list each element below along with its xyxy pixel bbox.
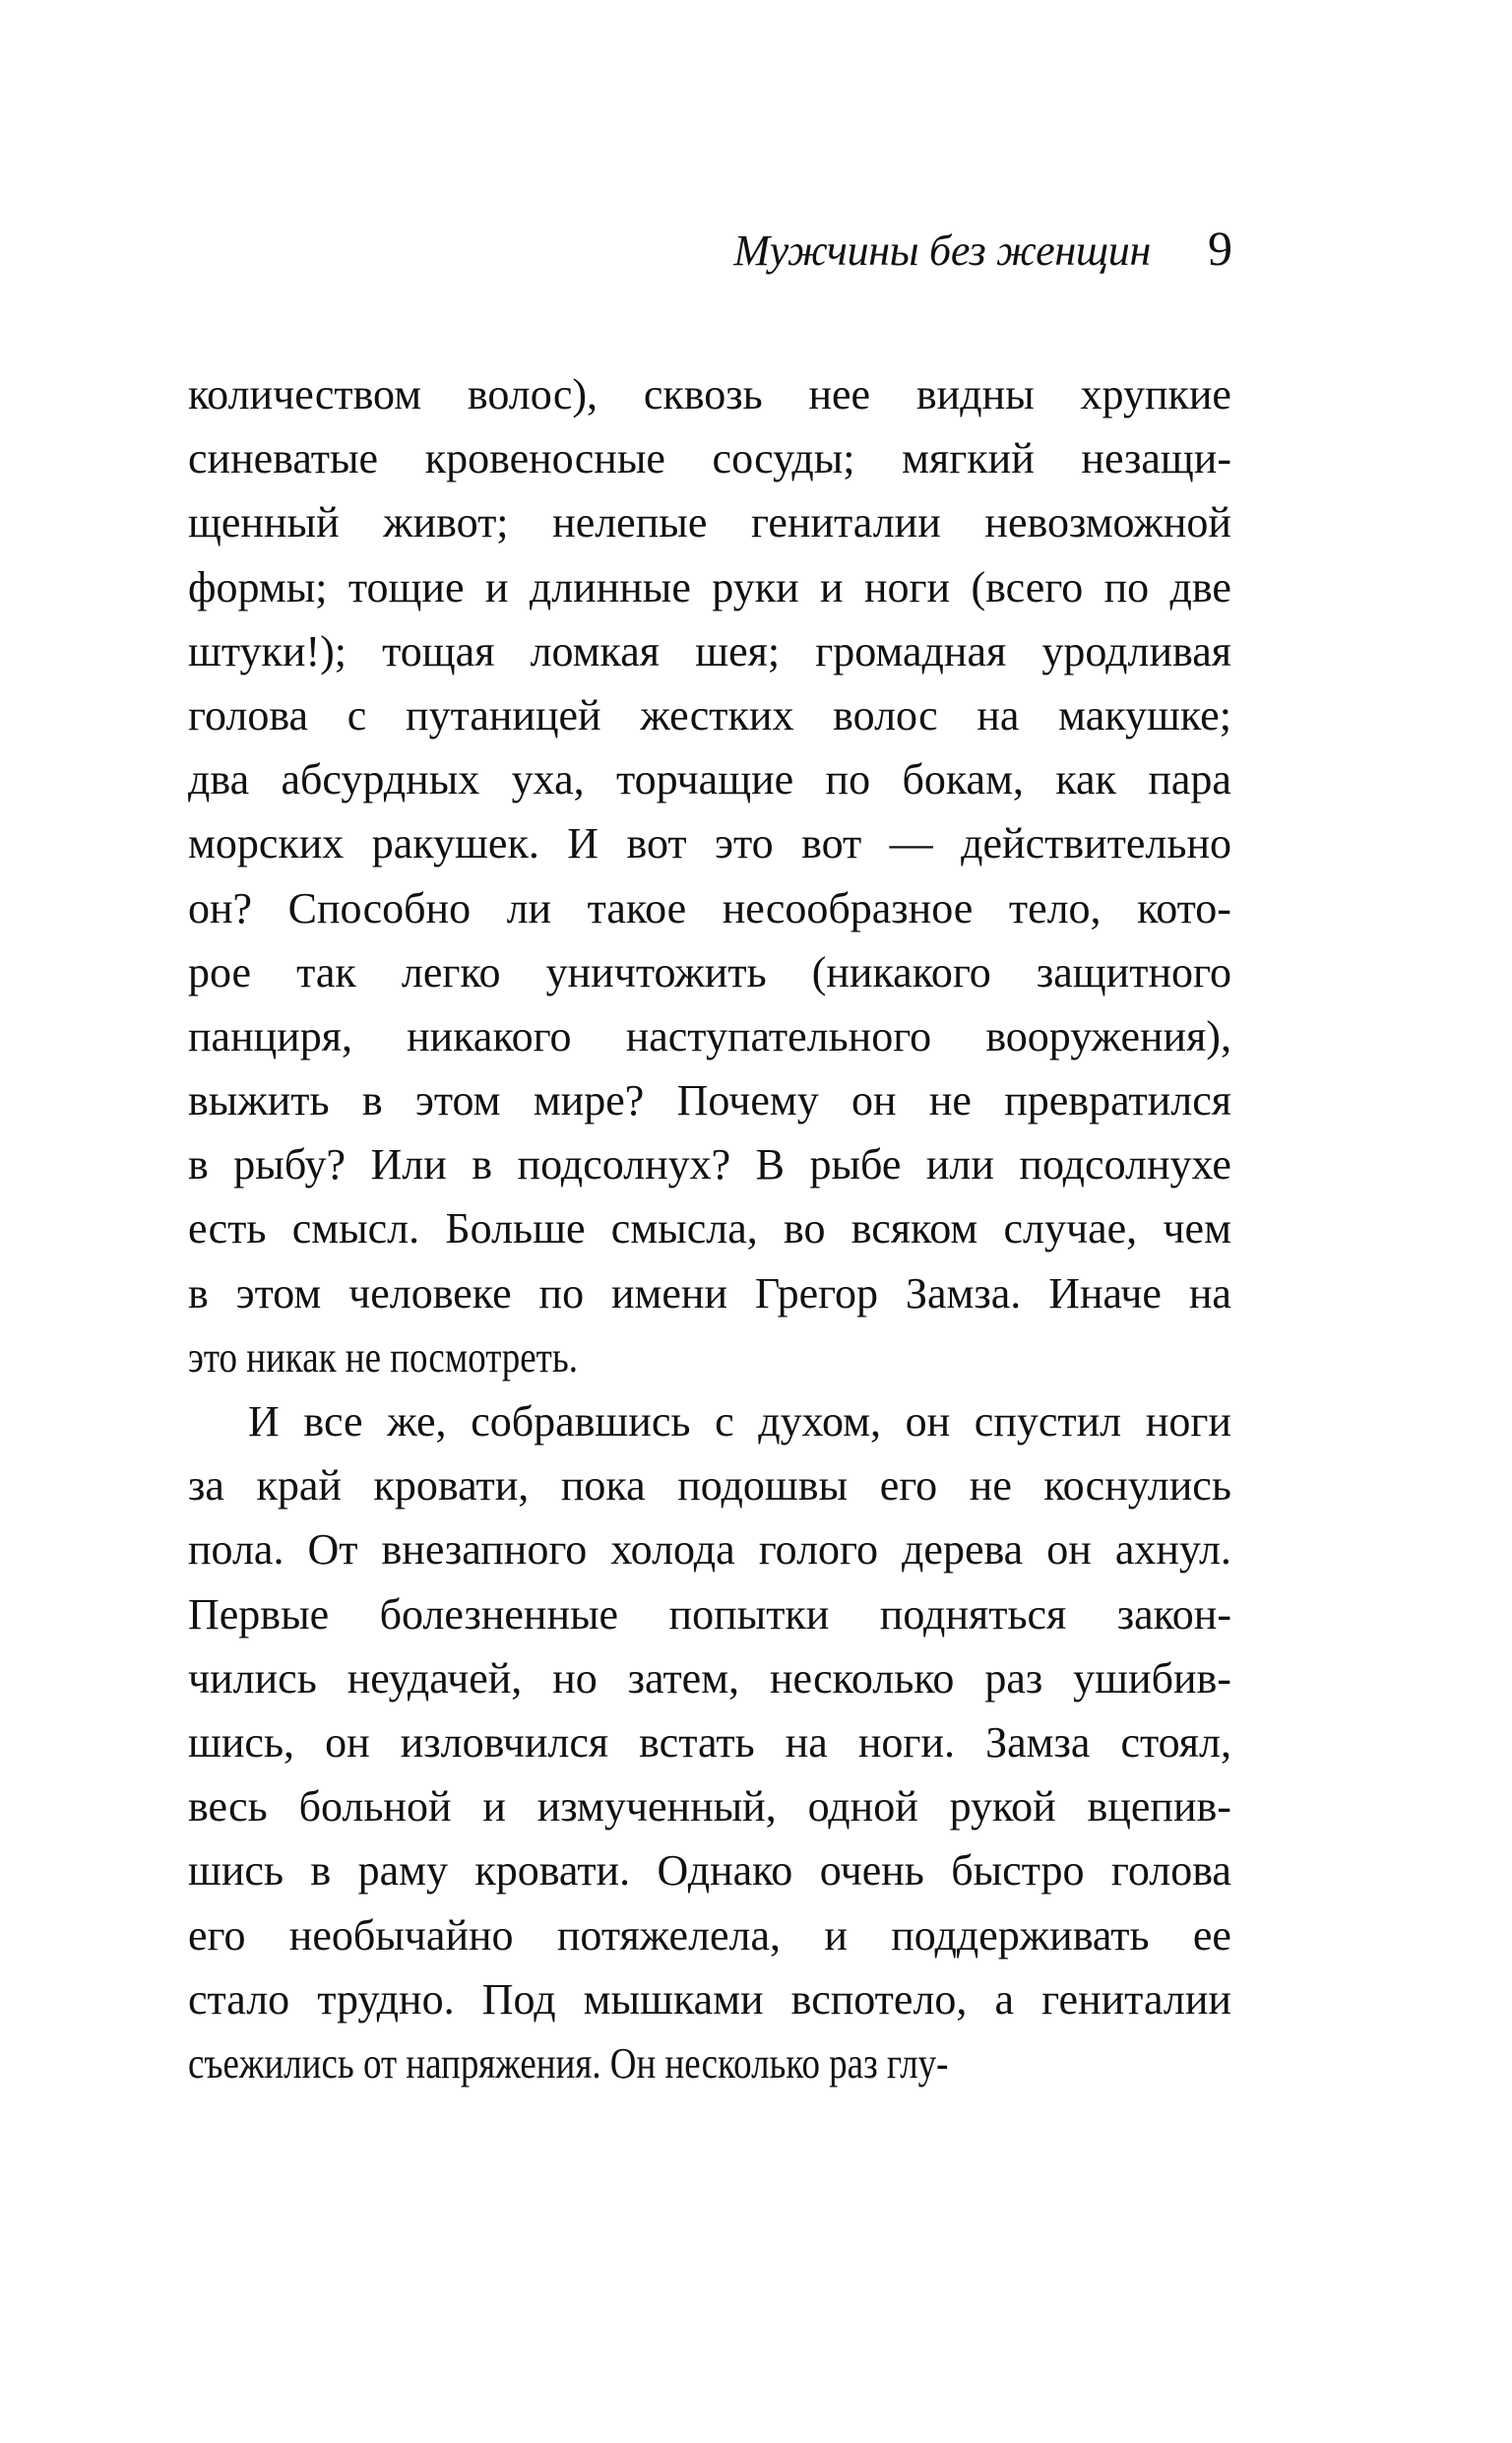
text-line-content: формы; тощие и длинные руки и ноги (всего по две — [188, 562, 1231, 611]
running-head — [591, 219, 1232, 278]
text-line — [188, 1517, 1231, 1581]
text-line — [188, 1646, 1231, 1710]
text-line — [188, 362, 1231, 426]
text-line — [188, 747, 1231, 811]
text-line — [188, 1903, 1231, 1967]
text-line — [188, 1453, 1231, 1517]
text-line — [188, 940, 1231, 1004]
page-number: 9 — [1208, 221, 1232, 276]
paragraph — [188, 1389, 1231, 2095]
text-line-content: морских ракушек. И вот это вот — действительно — [188, 819, 1231, 868]
text-line-content: съежились от напряжения. Он несколько раз глу- — [188, 2038, 949, 2088]
text-line — [188, 1261, 1231, 1325]
text-line — [188, 2031, 1231, 2095]
text-line — [188, 1774, 1231, 1838]
text-line — [188, 1196, 1231, 1260]
text-line-content: Первые болезненные попытки подняться закон- — [188, 1589, 1231, 1639]
text-line — [188, 1582, 1231, 1646]
text-line — [188, 555, 1231, 619]
text-line-content: шись в раму кровати. Однако очень быстро голова — [188, 1846, 1231, 1896]
text-line — [188, 1389, 1231, 1453]
text-line — [188, 1132, 1231, 1196]
text-line-content: шись, он изловчился встать на ноги. Замза стоял, — [188, 1717, 1231, 1767]
paragraph — [188, 362, 1231, 1389]
text-line-content: стало трудно. Под мышками вспотело, а гениталии — [188, 1974, 1231, 2024]
text-line-content: в рыбу? Или в подсолнух? В рыбе или подсолнухе — [188, 1140, 1231, 1189]
text-line — [188, 811, 1231, 875]
text-line-content: рое так легко уничтожить (никакого защитного — [188, 947, 1231, 996]
text-line — [188, 1004, 1231, 1068]
text-line-content: штуки!); тощая ломкая шея; громадная уродливая — [188, 626, 1231, 675]
text-line-content: синеватые кровеносные сосуды; мягкий незащи- — [188, 434, 1231, 483]
text-line-content: количеством волос), сквозь нее видны хрупкие — [188, 370, 1231, 418]
text-line — [188, 1325, 1231, 1389]
text-line-content: щенный живот; нелепые гениталии невозможной — [188, 498, 1231, 547]
body-text — [188, 362, 1231, 2095]
text-line-content: пола. От внезапного холода голого дерева он ахнул. — [188, 1525, 1231, 1575]
text-line — [188, 1068, 1231, 1132]
text-line-content: два абсурдных уха, торчащие по бокам, как пара — [188, 755, 1231, 804]
text-line-content: его необычайно потяжелела, и поддерживать ее — [188, 1910, 1231, 1960]
text-line-content: панциря, никакого наступательного вооружения), — [188, 1011, 1231, 1061]
text-line-content: выжить в этом мире? Почему он не превратился — [188, 1076, 1231, 1125]
text-line — [188, 876, 1231, 940]
text-line-content: есть смысл. Больше смысла, во всяком случае, чем — [188, 1204, 1231, 1254]
text-line — [188, 619, 1231, 683]
text-line — [188, 1967, 1231, 2031]
text-line-content: это никак не посмотреть. — [188, 1332, 578, 1382]
text-line — [188, 426, 1231, 490]
running-title: Мужчины без женщин — [733, 226, 1151, 275]
text-line-content: голова с путаницей жестких волос на макушке; — [188, 690, 1231, 739]
text-line — [188, 1710, 1231, 1774]
text-line-content: в этом человеке по имени Грегор Замза. Иначе на — [188, 1268, 1231, 1318]
text-line-content: И все же, собравшись с духом, он спустил ноги — [248, 1397, 1231, 1446]
text-line — [188, 490, 1231, 554]
text-line-content: чились неудачей, но затем, несколько раз ушибив- — [188, 1653, 1231, 1703]
text-line — [188, 1838, 1231, 1902]
text-line-content: он? Способно ли такое несообразное тело, кото- — [188, 883, 1231, 932]
text-line — [188, 683, 1231, 747]
text-line-content: за край кровати, пока подошвы его не коснулись — [188, 1461, 1231, 1511]
text-line-content: весь больной и измученный, одной рукой вцепив- — [188, 1782, 1231, 1832]
